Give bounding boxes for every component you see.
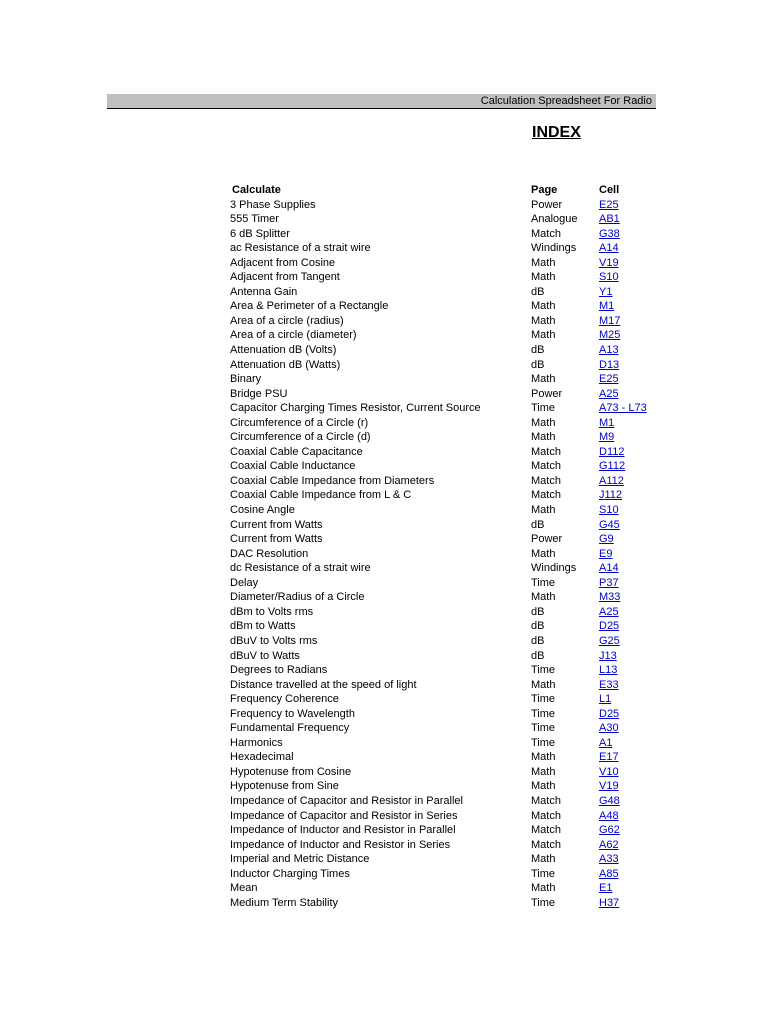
table-row [230,270,670,285]
sheet-page-name: Power [531,533,563,546]
calculation-name: Fundamental Frequency [230,722,350,735]
column-header-calculate: Calculate [232,184,281,196]
cell-reference-link[interactable]: A25 [599,387,619,400]
table-row [230,838,670,853]
sheet-page-name: dB [531,620,545,633]
sheet-page-name: Time [531,707,556,720]
sheet-page-name: Math [531,373,556,386]
table-row [230,707,670,722]
cell-reference-link[interactable]: G45 [599,518,620,531]
table-row [230,881,670,896]
cell-reference-link[interactable]: D25 [599,707,620,720]
sheet-page-name: Math [531,780,556,793]
column-header-page: Page [531,184,558,196]
calculation-name: 6 dB Splitter [230,227,290,240]
table-row [230,299,670,314]
calculation-name: Area of a circle (diameter) [230,329,357,342]
cell-reference-link[interactable]: V10 [599,765,619,778]
table-row [230,488,670,503]
sheet-page-name: dB [531,605,545,618]
cell-reference-link[interactable]: G9 [599,533,614,546]
calculation-name: Circumference of a Circle (d) [230,431,371,444]
cell-reference-link[interactable]: J112 [599,489,623,502]
table-row [230,867,670,882]
table-row [230,314,670,329]
cell-reference-link[interactable]: AB1 [599,213,620,226]
cell-reference-link[interactable]: E33 [599,678,619,691]
table-row [230,765,670,780]
index-table [230,183,670,910]
table-row [230,518,670,533]
calculation-name: ac Resistance of a strait wire [230,242,371,255]
cell-reference-link[interactable]: A73 - L73 [599,402,647,415]
calculation-name: dBuV to Watts [230,649,300,662]
calculation-name: dc Resistance of a strait wire [230,562,371,575]
table-row [230,619,670,634]
cell-reference-link[interactable]: E1 [599,882,613,895]
table-row [230,605,670,620]
sheet-page-name: Windings [531,242,577,255]
calculation-name: Current from Watts [230,533,323,546]
cell-reference-link[interactable]: M1 [599,300,615,313]
calculation-name: Coaxial Cable Impedance from Diameters [230,474,435,487]
cell-reference-link[interactable]: P37 [599,576,619,589]
table-row [230,459,670,474]
cell-reference-link[interactable]: G25 [599,634,620,647]
table-row [230,212,670,227]
calculation-name: Adjacent from Cosine [230,256,336,269]
table-row [230,372,670,387]
cell-reference-link[interactable]: A112 [599,474,624,487]
cell-reference-link[interactable]: G48 [599,794,620,807]
cell-reference-link[interactable]: L13 [599,664,618,677]
table-row [230,532,670,547]
sheet-page-name: dB [531,518,545,531]
calculation-name: Coaxial Cable Inductance [230,460,356,473]
calculation-name: Impedance of Capacitor and Resistor in Parallel [230,794,463,807]
cell-reference-link[interactable]: G62 [599,824,620,837]
cell-reference-link[interactable]: A30 [599,722,619,735]
cell-reference-link[interactable]: H37 [599,896,620,909]
sheet-page-name: Math [531,853,556,866]
table-header-row [230,183,670,198]
calculation-name: Mean [230,882,258,895]
cell-reference-link[interactable]: M33 [599,591,621,604]
cell-reference-link[interactable]: Y1 [599,285,613,298]
sheet-page-name: Math [531,271,556,284]
calculation-name: Impedance of Inductor and Resistor in Parallel [230,824,456,837]
sheet-page-name: Math [531,300,556,313]
sheet-page-name: Math [531,504,556,517]
calculation-name: Circumference of a Circle (r) [230,416,369,429]
sheet-page-name: Time [531,722,556,735]
cell-reference-link[interactable]: D112 [599,445,625,458]
table-row [230,241,670,256]
table-row [230,721,670,736]
sheet-page-name: Time [531,693,556,706]
calculation-name: Imperial and Metric Distance [230,853,370,866]
cell-reference-link[interactable]: A62 [599,838,619,851]
table-row [230,823,670,838]
calculation-name: Frequency Coherence [230,693,339,706]
calculation-name: Distance travelled at the speed of light [230,678,417,691]
calculation-name: Impedance of Inductor and Resistor in Series [230,838,451,851]
calculation-name: Bridge PSU [230,387,288,400]
sheet-page-name: Math [531,256,556,269]
cell-reference-link[interactable]: D25 [599,620,620,633]
cell-reference-link[interactable]: V19 [599,256,619,269]
table-row [230,358,670,373]
cell-reference-link[interactable]: A85 [599,867,619,880]
table-row [230,779,670,794]
sheet-page-name: Math [531,882,556,895]
table-row [230,445,670,460]
sheet-page-name: dB [531,634,545,647]
table-row [230,285,670,300]
table-row [230,430,670,445]
sheet-page-name: Match [531,445,561,458]
sheet-page-name: Time [531,896,556,909]
sheet-page-name: Time [531,867,556,880]
sheet-page-name: Math [531,416,556,429]
sheet-page-name: Power [531,198,563,211]
cell-reference-link[interactable]: L1 [599,693,612,706]
table-row [230,663,670,678]
calculation-name: dBm to Volts rms [230,605,314,618]
document-title: Calculation Spreadsheet For Radio [480,95,652,107]
calculation-name: Hypotenuse from Sine [230,780,339,793]
calculation-name: Adjacent from Tangent [230,271,340,284]
cell-reference-link[interactable]: A14 [599,562,619,575]
sheet-page-name: Math [531,431,556,444]
sheet-page-name: Math [531,678,556,691]
calculation-name: 3 Phase Supplies [230,198,316,211]
table-row [230,561,670,576]
table-row [230,736,670,751]
table-row [230,576,670,591]
table-row [230,547,670,562]
table-row [230,634,670,649]
table-row [230,256,670,271]
cell-reference-link[interactable]: A1 [599,736,613,749]
cell-reference-link[interactable]: A48 [599,809,619,822]
calculation-name: Harmonics [230,736,283,749]
cell-reference-link[interactable]: G112 [599,460,626,473]
cell-reference-link[interactable]: E25 [599,198,619,211]
sheet-page-name: Math [531,765,556,778]
sheet-page-name: Time [531,736,556,749]
sheet-page-name: Math [531,547,556,560]
cell-reference-link[interactable]: M25 [599,329,621,342]
calculation-name: Frequency to Wavelength [230,707,355,720]
table-body [230,198,670,911]
document-header-bar [107,94,656,109]
calculation-name: Cosine Angle [230,504,295,517]
table-row [230,343,670,358]
sheet-page-name: dB [531,649,545,662]
calculation-name: DAC Resolution [230,547,309,560]
cell-reference-link[interactable]: A25 [599,605,619,618]
sheet-page-name: dB [531,344,545,357]
calculation-name: Hypotenuse from Cosine [230,765,352,778]
sheet-page-name: Match [531,794,561,807]
cell-reference-link[interactable]: A33 [599,853,619,866]
calculation-name: Impedance of Capacitor and Resistor in Series [230,809,458,822]
cell-reference-link[interactable]: M17 [599,314,621,327]
table-row [230,678,670,693]
calculation-name: Medium Term Stability [230,896,338,909]
calculation-name: Capacitor Charging Times Resistor, Current Source [230,402,481,415]
sheet-page-name: Match [531,460,561,473]
sheet-page-name: Time [531,576,556,589]
sheet-page-name: Time [531,664,556,677]
cell-reference-link[interactable]: D13 [599,358,620,371]
calculation-name: Inductor Charging Times [230,867,350,880]
sheet-page-name: Time [531,402,556,415]
sheet-page-name: Windings [531,562,577,575]
sheet-page-name: Analogue [531,213,578,226]
sheet-page-name: Match [531,824,561,837]
sheet-page-name: Math [531,591,556,604]
table-row [230,896,670,911]
sheet-page-name: Match [531,227,561,240]
sheet-page-name: Power [531,387,563,400]
table-row [230,401,670,416]
cell-reference-link[interactable]: M9 [599,431,615,444]
table-row [230,692,670,707]
table-row [230,328,670,343]
calculation-name: dBuV to Volts rms [230,634,318,647]
calculation-name: Degrees to Radians [230,664,328,677]
sheet-page-name: dB [531,285,545,298]
cell-reference-link[interactable]: M1 [599,416,615,429]
calculation-name: Area & Perimeter of a Rectangle [230,300,389,313]
sheet-page-name: Math [531,314,556,327]
sheet-page-name: Math [531,751,556,764]
sheet-page-name: Match [531,838,561,851]
calculation-name: Binary [230,373,262,386]
cell-reference-link[interactable]: S10 [599,504,619,517]
cell-reference-link[interactable]: E9 [599,547,613,560]
cell-reference-link[interactable]: V19 [599,780,619,793]
index-heading: INDEX [532,124,581,141]
table-row [230,227,670,242]
table-row [230,198,670,213]
table-row [230,852,670,867]
cell-reference-link[interactable]: G38 [599,227,620,240]
calculation-name: Diameter/Radius of a Circle [230,591,365,604]
calculation-name: Antenna Gain [230,285,298,298]
table-row [230,649,670,664]
sheet-page-name: Math [531,329,556,342]
table-row [230,750,670,765]
table-row [230,416,670,431]
calculation-name: 555 Timer [230,213,279,226]
cell-reference-link[interactable]: E17 [599,751,619,764]
calculation-name: Delay [230,576,259,589]
sheet-page-name: Match [531,809,561,822]
cell-reference-link[interactable]: J13 [599,649,617,662]
sheet-page-name: Match [531,489,561,502]
table-row [230,590,670,605]
column-header-cell: Cell [599,184,620,196]
calculation-name: Coaxial Cable Capacitance [230,445,363,458]
calculation-name: Hexadecimal [230,751,294,764]
table-row [230,794,670,809]
calculation-name: Coaxial Cable Impedance from L & C [230,489,412,502]
calculation-name: dBm to Watts [230,620,296,633]
table-row [230,809,670,824]
sheet-page-name: Match [531,474,561,487]
table-row [230,387,670,402]
cell-reference-link[interactable]: A14 [599,242,619,255]
calculation-name: Area of a circle (radius) [230,314,344,327]
calculation-name: Attenuation dB (Watts) [230,358,341,371]
cell-reference-link[interactable]: A13 [599,344,619,357]
table-row [230,474,670,489]
calculation-name: Attenuation dB (Volts) [230,344,337,357]
calculation-name: Current from Watts [230,518,323,531]
cell-reference-link[interactable]: E25 [599,373,619,386]
sheet-page-name: dB [531,358,545,371]
cell-reference-link[interactable]: S10 [599,271,619,284]
table-row [230,503,670,518]
